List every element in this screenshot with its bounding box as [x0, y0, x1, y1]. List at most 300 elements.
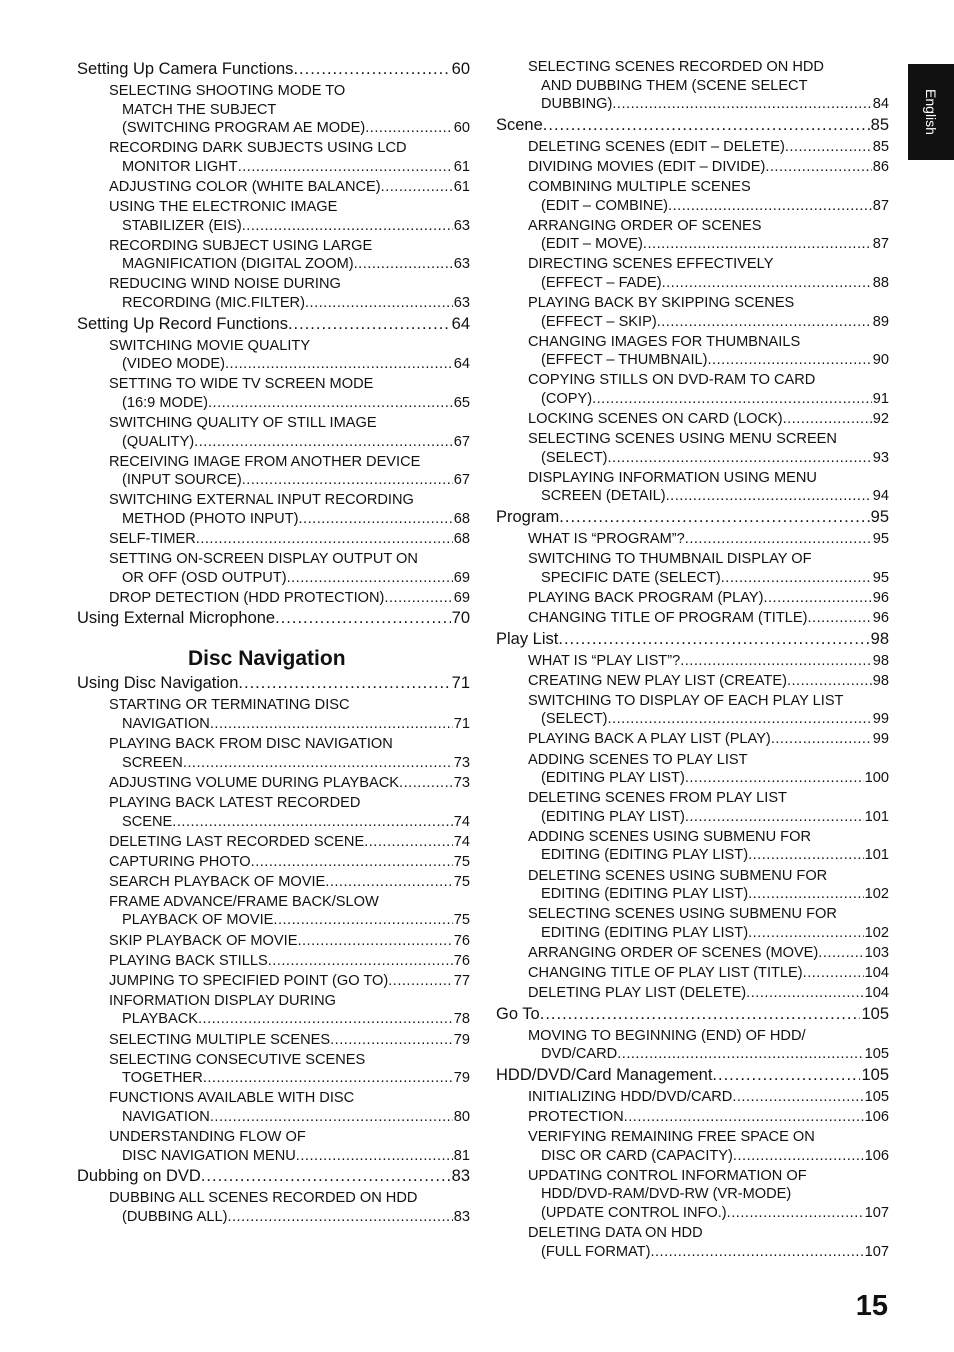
toc-subentry	[528, 652, 889, 671]
toc-subentry-line	[109, 696, 470, 715]
toc-subentry-page: 107	[864, 1243, 889, 1260]
toc-subentry-text: SELF-TIMER .....	[109, 530, 453, 549]
toc-subentry-line	[528, 95, 889, 114]
toc-subentry-line	[528, 410, 889, 429]
toc-subentry-page: 92	[872, 411, 889, 428]
toc-subentry-text: SCREEN .....	[122, 754, 453, 773]
toc-subentry-text: AND DUBBING THEM (SCENE SELECT	[541, 77, 808, 94]
toc-subentry-text: DVD/CARD .....	[541, 1045, 864, 1064]
toc-subentry	[109, 550, 470, 587]
toc-subentry-line	[528, 469, 889, 488]
toc-subentry-text: DISC NAVIGATION MENU .....	[122, 1147, 453, 1166]
toc-subentry	[109, 1189, 470, 1226]
toc-subentry	[528, 1108, 889, 1127]
toc-subentry-text: NAVIGATION .....	[122, 715, 453, 734]
toc-subentry-text: (FULL FORMAT) .....	[541, 1243, 864, 1262]
toc-subentry	[109, 972, 470, 991]
toc-subentry-text: STABILIZER (EIS) .....	[122, 217, 453, 236]
toc-subentry-page: 67	[453, 472, 470, 489]
toc-subentry-text: WHAT IS “PLAY LIST”? .....	[528, 652, 872, 671]
toc-subentry	[109, 237, 470, 274]
toc-subentry-line	[528, 905, 889, 924]
toc-subentry-page: 102	[864, 886, 889, 903]
toc-subentry-text: ADDING SCENES USING SUBMENU FOR	[528, 828, 811, 845]
toc-subentry-line	[528, 589, 889, 608]
toc-subentry-line	[528, 1243, 889, 1262]
toc-subentry-line	[109, 491, 470, 510]
toc-section-page: 71	[451, 674, 470, 693]
toc-subentry	[109, 491, 470, 528]
toc-subentry-page: 104	[864, 965, 889, 982]
toc-subentry-text: (UPDATE CONTROL INFO.) .....	[541, 1204, 864, 1223]
toc-subentry-line	[528, 58, 889, 77]
toc-subentry-line	[109, 550, 470, 569]
toc-subentry-page: 81	[453, 1147, 470, 1164]
toc-subentry-text: STARTING OR TERMINATING DISC	[109, 697, 350, 714]
toc-subentry-line	[528, 487, 889, 506]
toc-subentry	[528, 138, 889, 157]
toc-section-title: Go To .....	[496, 1005, 860, 1024]
toc-subentry-page: 84	[872, 96, 889, 113]
toc-section-title: HDD/DVD/Card Management .....	[496, 1066, 860, 1085]
toc-subentry	[528, 589, 889, 608]
toc-subentry-page: 73	[453, 774, 470, 791]
toc-subentry-page: 99	[872, 731, 889, 748]
toc-subentry	[528, 789, 889, 826]
toc-subentry-line	[528, 672, 889, 691]
toc-subentry-line	[109, 992, 470, 1011]
toc-subentry-text: OR OFF (OSD OUTPUT) .....	[122, 569, 453, 588]
toc-subentry-text: USING THE ELECTRONIC IMAGE	[109, 199, 338, 216]
toc-subentry-page: 100	[864, 770, 889, 787]
toc-subentry-line	[528, 217, 889, 236]
toc-subentry-text: UNDERSTANDING FLOW OF	[109, 1129, 306, 1145]
toc-subentry-line	[109, 158, 470, 177]
toc-section-page: 70	[451, 609, 470, 628]
toc-subentry-line	[528, 158, 889, 177]
toc-subentry-page: 75	[453, 912, 470, 929]
toc-subentry	[109, 952, 470, 971]
toc-subentry-page: 75	[453, 873, 470, 890]
toc-subentry-page: 89	[872, 313, 889, 330]
toc-subentry	[109, 873, 470, 892]
toc-subentry-line	[528, 1128, 889, 1147]
toc-section-title: Play List .....	[496, 630, 870, 649]
section-heading-disc-navigation: Disc Navigation	[188, 647, 346, 671]
toc-subentry-line	[109, 1189, 470, 1208]
toc-subentry-text: COMBINING MULTIPLE SCENES	[528, 178, 751, 195]
toc-subentry-text: PLAYBACK .....	[122, 1010, 453, 1029]
toc-subentry-page: 95	[872, 531, 889, 548]
toc-subentry-line	[109, 794, 470, 813]
toc-subentry-text: DIVIDING MOVIES (EDIT – DIVIDE) .....	[528, 158, 872, 177]
toc-subentry	[528, 828, 889, 865]
toc-subentry-text: EDITING (EDITING PLAY LIST) .....	[541, 924, 864, 943]
toc-subentry	[109, 375, 470, 412]
toc-subentry-text: HDD/DVD-RAM/DVD-RW (VR-MODE)	[541, 1186, 792, 1203]
toc-subentry-text: ARRANGING ORDER OF SCENES	[528, 217, 762, 234]
toc-subentry-page: 90	[872, 352, 889, 369]
toc-subentry	[109, 794, 470, 831]
toc-subentry-line	[528, 255, 889, 274]
toc-subentry-page: 106	[864, 1147, 889, 1164]
toc-subentry-line	[109, 1031, 470, 1050]
toc-subentry-line	[528, 1147, 889, 1166]
toc-subentry-page: 95	[872, 569, 889, 586]
toc-subentry-page: 99	[872, 711, 889, 728]
toc-subentry-line	[528, 138, 889, 157]
toc-subentry-page: 86	[872, 158, 889, 175]
toc-subentry	[109, 932, 470, 951]
toc-subentry-page: 63	[453, 295, 470, 312]
toc-subentry-text: ADJUSTING COLOR (WHITE BALANCE) .....	[109, 178, 453, 197]
toc-subentry	[109, 833, 470, 852]
toc-subentry-page: 88	[872, 274, 889, 291]
toc-subentry-page: 76	[453, 952, 470, 969]
toc-subentry	[528, 410, 889, 429]
toc-subentry-text: COPYING STILLS ON DVD-RAM TO CARD	[528, 372, 816, 389]
toc-right-column	[496, 58, 889, 1263]
toc-subentry-line	[528, 1088, 889, 1107]
toc-subentry-text: REDUCING WIND NOISE DURING	[109, 276, 341, 293]
toc-subentry-text: CHANGING TITLE OF PROGRAM (TITLE) .....	[528, 609, 872, 628]
toc-subentry-page: 80	[453, 1108, 470, 1125]
toc-subentry-line	[528, 1167, 889, 1186]
toc-subentry-text: EDITING (EDITING PLAY LIST) .....	[541, 846, 864, 865]
toc-subentry-text: PLAYING BACK BY SKIPPING SCENES	[528, 295, 795, 312]
toc-subentry-line	[109, 530, 470, 549]
toc-subentry-line	[528, 924, 889, 943]
toc-subentry-page: 96	[872, 609, 889, 626]
toc-subentry-text: PLAYING BACK LATEST RECORDED	[109, 794, 361, 811]
toc-subentry-line	[109, 433, 470, 452]
toc-subentry-line	[528, 1108, 889, 1127]
toc-subentry-page: 63	[453, 217, 470, 234]
toc-subentry-text: VERIFYING REMAINING FREE SPACE ON	[528, 1129, 815, 1146]
toc-subentry	[109, 893, 470, 930]
toc-subentry-line	[528, 274, 889, 293]
toc-subentry-text: SWITCHING EXTERNAL INPUT RECORDING	[109, 492, 414, 509]
toc-subentry-text: UPDATING CONTROL INFORMATION OF	[528, 1167, 807, 1184]
toc-subentry-line	[109, 589, 470, 608]
toc-subentry-line	[528, 964, 889, 983]
toc-subentry-text: CAPTURING PHOTO .....	[109, 853, 453, 872]
toc-subentry-line	[528, 846, 889, 865]
toc-subentry-line	[109, 1089, 470, 1108]
toc-subentry	[109, 696, 470, 733]
toc-subentry-text: DELETING SCENES (EDIT – DELETE) .....	[528, 138, 872, 157]
toc-subentry-text: (SELECT) .....	[541, 710, 872, 729]
toc-subentry	[528, 751, 889, 788]
toc-section-entry	[496, 1005, 889, 1024]
toc-subentry-text: SETTING TO WIDE TV SCREEN MODE	[109, 376, 374, 393]
toc-subentry-line	[109, 1051, 470, 1070]
toc-subentry-text: DROP DETECTION (HDD PROTECTION) .....	[109, 589, 453, 608]
toc-subentry-line	[109, 1010, 470, 1029]
toc-subentry-page: 61	[453, 158, 470, 175]
toc-subentry-text: EDITING (EDITING PLAY LIST) .....	[541, 885, 864, 904]
toc-subentry	[109, 1051, 470, 1088]
toc-section-title: Dubbing on DVD .....	[77, 1167, 451, 1186]
page-number: 15	[855, 1290, 888, 1322]
toc-subentry-text: WHAT IS “PROGRAM”? .....	[528, 530, 872, 549]
toc-subentry-page: 91	[872, 391, 889, 407]
toc-subentry	[528, 469, 889, 506]
toc-subentry-page: 68	[453, 510, 470, 527]
toc-subentry-page: 71	[453, 716, 470, 733]
toc-subentry	[528, 905, 889, 942]
language-tab	[908, 64, 954, 160]
toc-section-entry	[496, 630, 889, 649]
toc-subentry-line	[109, 414, 470, 433]
toc-subentry-text: RECORDING SUBJECT USING LARGE	[109, 237, 373, 254]
toc-subentry	[528, 294, 889, 331]
toc-section-title: Scene .....	[496, 116, 870, 135]
toc-subentry	[528, 1167, 889, 1223]
toc-subentry-text: SKIP PLAYBACK OF MOVIE .....	[109, 932, 453, 951]
toc-subentry-line	[528, 730, 889, 749]
toc-subentry-text: PLAYING BACK A PLAY LIST (PLAY) .....	[528, 730, 872, 749]
toc-left-column	[77, 58, 470, 1228]
toc-subentry-page: 103	[864, 944, 889, 961]
toc-left-bottom	[77, 674, 470, 1226]
toc-subentry-page: 68	[453, 531, 470, 548]
toc-subentry-line	[109, 178, 470, 197]
toc-subentry-line	[528, 530, 889, 549]
toc-subentry-text: SELECTING SCENES RECORDED ON HDD	[528, 59, 824, 75]
toc-subentry-page: 87	[872, 197, 889, 214]
toc-subentry-line	[109, 952, 470, 971]
toc-subentry-text: DELETING SCENES FROM PLAY LIST	[528, 790, 787, 807]
toc-subentry-text: PLAYBACK OF MOVIE .....	[122, 911, 453, 930]
toc-subentry-page: 69	[453, 589, 470, 606]
toc-subentry	[528, 692, 889, 729]
toc-subentry-text: CHANGING IMAGES FOR THUMBNAILS	[528, 333, 801, 350]
toc-subentry	[109, 275, 470, 312]
toc-subentry-text: INFORMATION DISPLAY DURING	[109, 992, 337, 1009]
toc-subentry-text: PLAYING BACK FROM DISC NAVIGATION	[109, 736, 393, 753]
toc-section-page: 85	[870, 115, 889, 134]
toc-subentry-line	[528, 710, 889, 729]
toc-subentry	[109, 178, 470, 197]
toc-subentry-page: 74	[453, 813, 470, 830]
toc-subentry-text: SEARCH PLAYBACK OF MOVIE .....	[109, 873, 453, 892]
toc-subentry-text: DELETING SCENES USING SUBMENU FOR	[528, 867, 828, 884]
toc-subentry-line	[109, 337, 470, 356]
toc-subentry-line	[109, 774, 470, 793]
toc-subentry-text: SCENE .....	[122, 813, 453, 832]
toc-subentry-line	[109, 198, 470, 217]
toc-section-title: Setting Up Record Functions .....	[77, 315, 451, 334]
toc-subentry-page: 101	[864, 808, 889, 825]
toc-subentry-text: LOCKING SCENES ON CARD (LOCK) .....	[528, 410, 872, 429]
toc-subentry	[528, 944, 889, 963]
toc-subentry-line	[528, 944, 889, 963]
toc-subentry-line	[528, 178, 889, 197]
toc-subentry-line	[109, 715, 470, 734]
toc-subentry-text: DELETING PLAY LIST (DELETE) .....	[528, 984, 864, 1003]
toc-subentry-line	[109, 873, 470, 892]
toc-subentry-line	[109, 893, 470, 912]
toc-section-entry	[77, 609, 470, 628]
toc-subentry-line	[109, 1069, 470, 1088]
toc-subentry-text: (EDITING PLAY LIST) .....	[541, 769, 864, 788]
toc-subentry-text: METHOD (PHOTO INPUT) .....	[122, 510, 453, 529]
toc-subentry-page: 96	[872, 589, 889, 606]
toc-section-title: Program .....	[496, 508, 870, 527]
toc-subentry	[109, 589, 470, 608]
toc-subentry-line	[109, 1208, 470, 1227]
toc-subentry-line	[528, 692, 889, 711]
toc-subentry-line	[109, 813, 470, 832]
toc-subentry-line	[109, 833, 470, 852]
toc-section-page: 105	[861, 1004, 889, 1023]
toc-subentry-line	[109, 394, 470, 413]
toc-subentry	[109, 82, 470, 138]
toc-subentry-text: (EDIT – COMBINE) .....	[541, 197, 872, 216]
toc-subentry-line	[528, 371, 889, 390]
toc-subentry-text: (EDIT – MOVE) .....	[541, 235, 872, 254]
toc-subentry-page: 105	[864, 1046, 889, 1063]
toc-subentry-text: SELECTING SCENES USING MENU SCREEN	[528, 431, 837, 448]
toc-subentry-line	[528, 1027, 889, 1046]
toc-subentry-page: 106	[864, 1109, 889, 1125]
toc-subentry	[528, 255, 889, 292]
toc-subentry-line	[109, 355, 470, 374]
toc-subentry-text: SELECTING MULTIPLE SCENES .....	[109, 1031, 453, 1050]
toc-subentry	[109, 453, 470, 490]
toc-section-title: Using External Microphone .....	[77, 609, 451, 628]
toc-subentry-line	[109, 1128, 470, 1147]
toc-subentry-text: SWITCHING TO DISPLAY OF EACH PLAY LIST	[528, 692, 844, 709]
toc-subentry-page: 64	[453, 356, 470, 373]
toc-subentry	[528, 550, 889, 587]
toc-subentry-text: FRAME ADVANCE/FRAME BACK/SLOW	[109, 893, 379, 910]
toc-subentry-text: (SELECT) .....	[541, 449, 872, 468]
toc-subentry-text: MONITOR LIGHT .....	[122, 158, 453, 177]
toc-subentry-page: 102	[864, 924, 889, 941]
toc-subentry-text: PLAYING BACK PROGRAM (PLAY) .....	[528, 589, 872, 608]
toc-subentry	[109, 530, 470, 549]
toc-subentry-line	[109, 255, 470, 274]
toc-section-entry	[77, 674, 470, 693]
toc-subentry-text: (SWITCHING PROGRAM AE MODE) .....	[122, 119, 453, 138]
toc-section-page: 60	[451, 60, 470, 78]
toc-subentry-page: 87	[872, 236, 889, 253]
toc-subentry-page: 76	[453, 932, 470, 949]
toc-subentry	[109, 1031, 470, 1050]
toc-subentry-line	[528, 867, 889, 886]
toc-section-page: 98	[870, 629, 889, 648]
toc-subentry-line	[528, 609, 889, 628]
toc-subentry-page: 85	[872, 138, 889, 155]
toc-subentry-line	[528, 294, 889, 313]
toc-section-entry	[496, 508, 889, 527]
toc-subentry-text: RECORDING (MIC.FILTER) .....	[122, 294, 453, 313]
toc-subentry	[109, 774, 470, 793]
toc-subentry	[109, 1089, 470, 1126]
toc-subentry-page: 65	[453, 394, 470, 411]
toc-section-entry	[496, 1066, 889, 1085]
toc-section-page: 95	[870, 508, 889, 527]
toc-subentry-page: 83	[453, 1208, 470, 1225]
toc-subentry-text: RECORDING DARK SUBJECTS USING LCD	[109, 140, 407, 157]
toc-subentry-line	[528, 751, 889, 770]
toc-section-page: 83	[451, 1167, 470, 1186]
toc-left-top	[77, 60, 470, 628]
toc-subentry	[528, 371, 889, 408]
toc-subentry-line	[528, 1185, 889, 1204]
toc-subentry-line	[109, 911, 470, 930]
toc-subentry-text: (DUBBING ALL) .....	[122, 1208, 453, 1227]
toc-subentry-line	[109, 375, 470, 394]
toc-subentry-text: (EFFECT – FADE) .....	[541, 274, 872, 293]
toc-section-title: Using Disc Navigation .....	[77, 674, 451, 693]
toc-subentry-page: 69	[453, 569, 470, 586]
toc-subentry-text: (COPY) .....	[541, 390, 872, 409]
toc-subentry	[109, 853, 470, 872]
toc-subentry-text: MOVING TO BEGINNING (END) OF HDD/	[528, 1027, 806, 1044]
toc-subentry	[528, 1224, 889, 1261]
toc-section-entry	[77, 1167, 470, 1186]
toc-subentry	[528, 58, 889, 114]
toc-subentry	[109, 992, 470, 1029]
toc-subentry-line	[528, 652, 889, 671]
toc-subentry	[109, 1128, 470, 1165]
toc-subentry-line	[528, 77, 889, 96]
toc-subentry-text: (EDITING PLAY LIST) .....	[541, 808, 864, 827]
toc-subentry-line	[109, 853, 470, 872]
toc-subentry-line	[528, 449, 889, 468]
toc-section-entry	[496, 116, 889, 135]
toc-subentry-text: SELECTING SCENES USING SUBMENU FOR	[528, 906, 837, 923]
toc-subentry	[528, 609, 889, 628]
toc-subentry-text: JUMPING TO SPECIFIED POINT (GO TO) .....	[109, 972, 453, 991]
toc-section-page: 105	[861, 1065, 889, 1084]
toc-subentry-page: 101	[864, 847, 889, 864]
toc-subentry-line	[109, 932, 470, 951]
toc-subentry-page: 79	[453, 1031, 470, 1048]
toc-subentry-text: SWITCHING TO THUMBNAIL DISPLAY OF	[528, 551, 812, 568]
toc-subentry-page: 75	[453, 853, 470, 870]
toc-subentry-text: MATCH THE SUBJECT	[122, 101, 277, 118]
toc-subentry-line	[528, 550, 889, 569]
toc-subentry-page: 79	[453, 1070, 470, 1087]
toc-subentry	[109, 414, 470, 451]
toc-subentry	[528, 1027, 889, 1064]
toc-subentry	[528, 964, 889, 983]
toc-subentry-text: SELECTING CONSECUTIVE SCENES	[109, 1051, 366, 1068]
toc-subentry-line	[528, 769, 889, 788]
toc-subentry	[528, 1088, 889, 1107]
toc-subentry-page: 74	[453, 833, 470, 850]
toc-subentry-text: SWITCHING QUALITY OF STILL IMAGE	[109, 415, 377, 431]
toc-subentry-text: ARRANGING ORDER OF SCENES (MOVE) .....	[528, 944, 864, 963]
toc-subentry-line	[528, 808, 889, 827]
toc-subentry-text: PROTECTION .....	[528, 1108, 864, 1127]
toc-subentry-text: DUBBING ALL SCENES RECORDED ON HDD	[109, 1190, 418, 1207]
toc-subentry-page: 98	[872, 652, 889, 669]
toc-subentry-page: 98	[872, 672, 889, 689]
toc-subentry-line	[528, 313, 889, 332]
toc-subentry-line	[109, 217, 470, 236]
toc-subentry	[528, 178, 889, 215]
toc-subentry-page: 67	[453, 433, 470, 450]
toc-subentry	[528, 158, 889, 177]
language-tab-label: English	[923, 89, 939, 135]
toc-subentry-text: DISC OR CARD (CAPACITY) .....	[541, 1147, 864, 1166]
toc-subentry-text: (EFFECT – SKIP) .....	[541, 313, 872, 332]
